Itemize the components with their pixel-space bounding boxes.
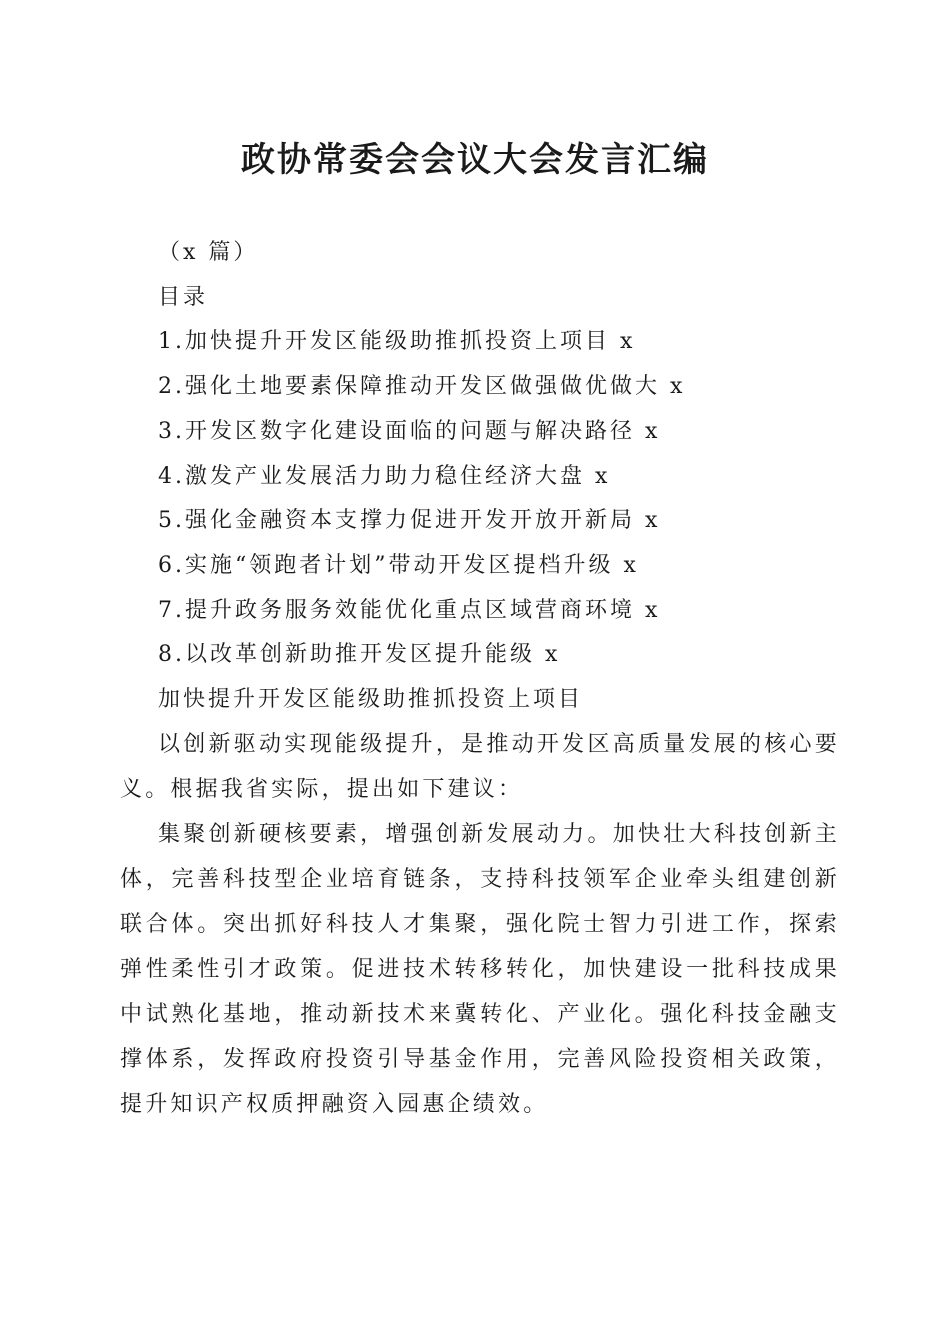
toc-item: 4.激发产业发展活力助力稳住经济大盘 x [158, 464, 611, 489]
body-paragraph: 以创新驱动实现能级提升，是推动开发区高质量发展的核心要义。根据我省实际，提出如下建议： [120, 732, 840, 802]
toc-item: 6.实施“领跑者计划”带动开发区提档升级 x [158, 553, 639, 578]
toc-item: 3.开发区数字化建设面临的问题与解决路径 x [158, 419, 661, 444]
toc-item: 1.加快提升开发区能级助推抓投资上项目 x [158, 329, 636, 354]
document-title: 政协常委会会议大会发言汇编 [241, 140, 709, 180]
toc-heading: 目录 [158, 285, 209, 310]
toc-item: 7.提升政务服务效能优化重点区域营商环境 x [158, 598, 661, 623]
toc-item: 5.强化金融资本支撑力促进开发开放开新局 x [158, 508, 661, 533]
section-title: 加快提升开发区能级助推抓投资上项目 [158, 687, 584, 712]
toc-item: 8.以改革创新助推开发区提升能级 x [158, 642, 561, 667]
body-paragraph: 集聚创新硬核要素，增强创新发展动力。加快壮大科技创新主体，完善科技型企业培育链条，支持科技领军企业牵头组建创新联合体。突出抓好科技人才集聚，强化院士智力引进工作，探索弹性柔性引才政策。促进技术转移转化，加快建设一批科技成果中试熟化基地，推动新技术来冀转化、产业化。强化科技金融支撑体系，发挥政府投资引导基金作用，完善风险投资相关政策，提升知识产权质押融资入园惠企绩效。 [120, 822, 840, 1117]
toc-item: 2.强化土地要素保障推动开发区做强做优做大 x [158, 374, 686, 399]
article-count-note: （x 篇） [158, 240, 259, 265]
